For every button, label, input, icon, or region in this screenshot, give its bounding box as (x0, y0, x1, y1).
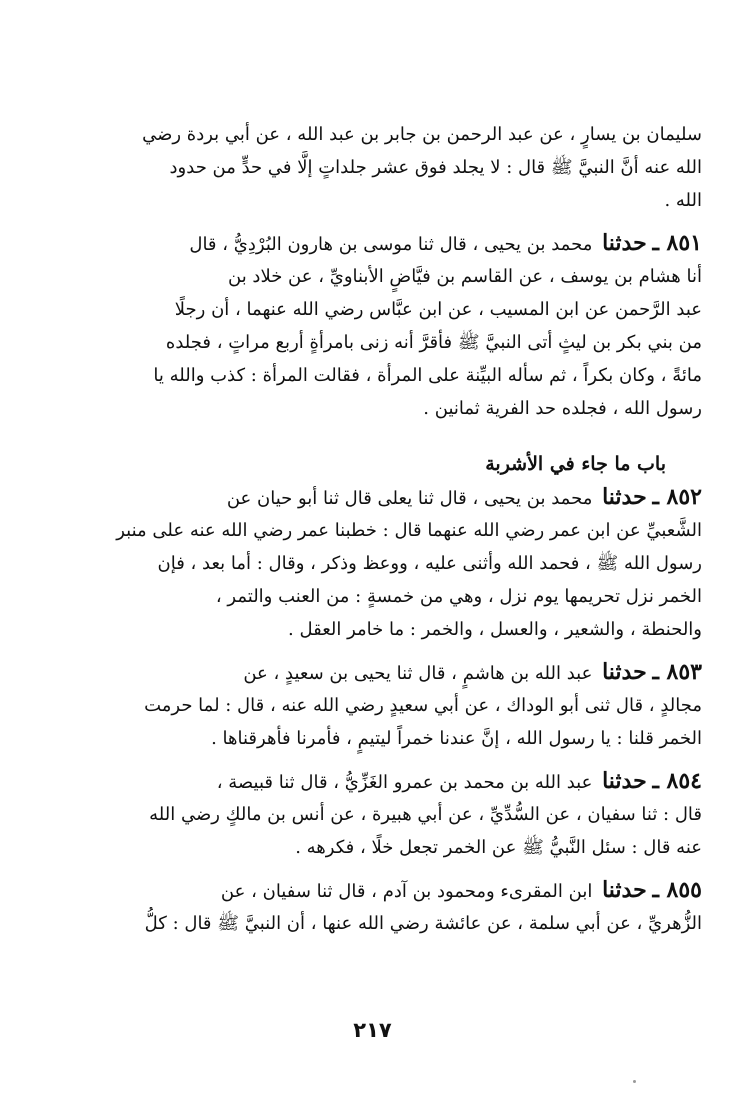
hadith-854 (94, 765, 702, 864)
hadith-853 (94, 656, 702, 755)
hadith-number: ٨٥٣ ـ (652, 659, 702, 685)
text-line: عبد الرَّحمن عن ابن المسيب ، عن ابن عبَّاس رضي الله عنهما ، أن رجلًا (174, 299, 702, 320)
hadith-number: ٨٥٢ ـ (652, 484, 702, 510)
hadith-855 (94, 874, 702, 940)
text-line: مائةً ، وكان بكراً ، ثم سأله البيِّنة على المرأة ، فقالت المرأة : كذب والله يا (153, 365, 702, 386)
text-line: الزُّهريِّ ، عن أبي سلمة ، عن عائشة رضي الله عنها ، أن النبيَّ ﷺ قال : كلُّ (144, 913, 702, 934)
text-line: الله عنه أنَّ النبيَّ ﷺ قال : لا يجلد فوق عشر جلداتٍ إلَّا في حدٍّ من حدود (169, 157, 702, 178)
text-segment: محمد بن يحيى ، قال ثنا يعلى قال ثنا أبو حيان عن (226, 488, 593, 509)
hadith-851 (94, 227, 702, 425)
text-line: عنه قال : سئل النَّبيُّ ﷺ عن الخمر تجعل خلًا ، فكرهه . (295, 837, 702, 858)
haddathana-word: حدثنا (602, 484, 647, 510)
scan-speck (633, 1080, 636, 1083)
hadith-number: ٨٥٤ ـ (652, 768, 702, 794)
text-line: والحنطة ، والشعير ، والعسل ، والخمر : ما خامر العقل . (288, 619, 702, 640)
chapter-title: باب ما جاء في الأشربة (485, 453, 666, 475)
haddathana-word: حدثنا (602, 768, 647, 794)
text-line: قال : ثنا سفيان ، عن السُّدِّيِّ ، عن أبي هبيرة ، عن أنس بن مالكٍ رضي الله (149, 804, 702, 825)
hadith-number: ٨٥٥ ـ (652, 877, 702, 903)
text-segment: محمد بن يحيى ، قال ثنا موسى بن هارون البُرْدِيُّ ، قال (189, 234, 593, 255)
text-line: سليمان بن يسارٍ ، عن عبد الرحمن بن جابر بن عبد الله ، عن أبي بردة رضي (142, 124, 702, 145)
text-line: أنا هشام بن يوسف ، عن القاسم بن فيَّاضٍ الأبناويِّ ، عن خلاد بن (228, 266, 702, 287)
text-line: الخمر نزل تحريمها يوم نزل ، وهي من خمسةٍ : من العنب والتمر ، (215, 586, 702, 607)
haddathana-word: حدثنا (602, 659, 647, 685)
haddathana-word: حدثنا (602, 230, 647, 256)
text-line: مجالدٍ ، قال ثنى أبو الوداك ، عن أبي سعيدٍ رضي الله عنه ، قال : لما حرمت (144, 695, 702, 716)
text-line (94, 765, 702, 798)
text-line (94, 656, 702, 689)
page-number: ٢١٧ (353, 1018, 392, 1042)
text-segment: عبد الله بن محمد بن عمرو الغَزِّيُّ ، قال ثنا قبيصة ، (216, 772, 593, 793)
text-line (94, 481, 702, 514)
text-line (94, 874, 702, 907)
text-line: من بني بكر بن ليثٍ أتى النبيَّ ﷺ فأقرَّ أنه زنى بامرأةٍ أربع مراتٍ ، فجلده (165, 332, 702, 353)
haddathana-word: حدثنا (602, 877, 647, 903)
text-segment: ابن المقرىء ومحمود بن آدم ، قال ثنا سفيان ، عن (220, 881, 593, 902)
page-body (94, 118, 702, 940)
text-line (94, 227, 702, 260)
hadith-852 (94, 481, 702, 646)
paragraph-continuation (94, 118, 702, 217)
text-line: الخمر قلنا : يا رسول الله ، إنَّ عندنا خمراً ليتيمٍ ، فأمرنا فأهرقناها . (211, 728, 702, 749)
text-segment: عبد الله بن هاشمٍ ، قال ثنا يحيى بن سعيدٍ ، عن (243, 663, 593, 684)
text-line: رسول الله ، فجلده حد الفرية ثمانين . (423, 398, 702, 419)
text-line: الله . (664, 190, 702, 211)
text-line: رسول الله ﷺ ، فحمد الله وأثنى عليه ، ووعظ وذكر ، وقال : أما بعد ، فإن (157, 553, 702, 574)
hadith-number: ٨٥١ ـ (652, 230, 702, 256)
text-line: الشَّعبيِّ عن ابن عمر رضي الله عنهما قال : خطبنا عمر رضي الله عنه على منبر (116, 520, 702, 541)
